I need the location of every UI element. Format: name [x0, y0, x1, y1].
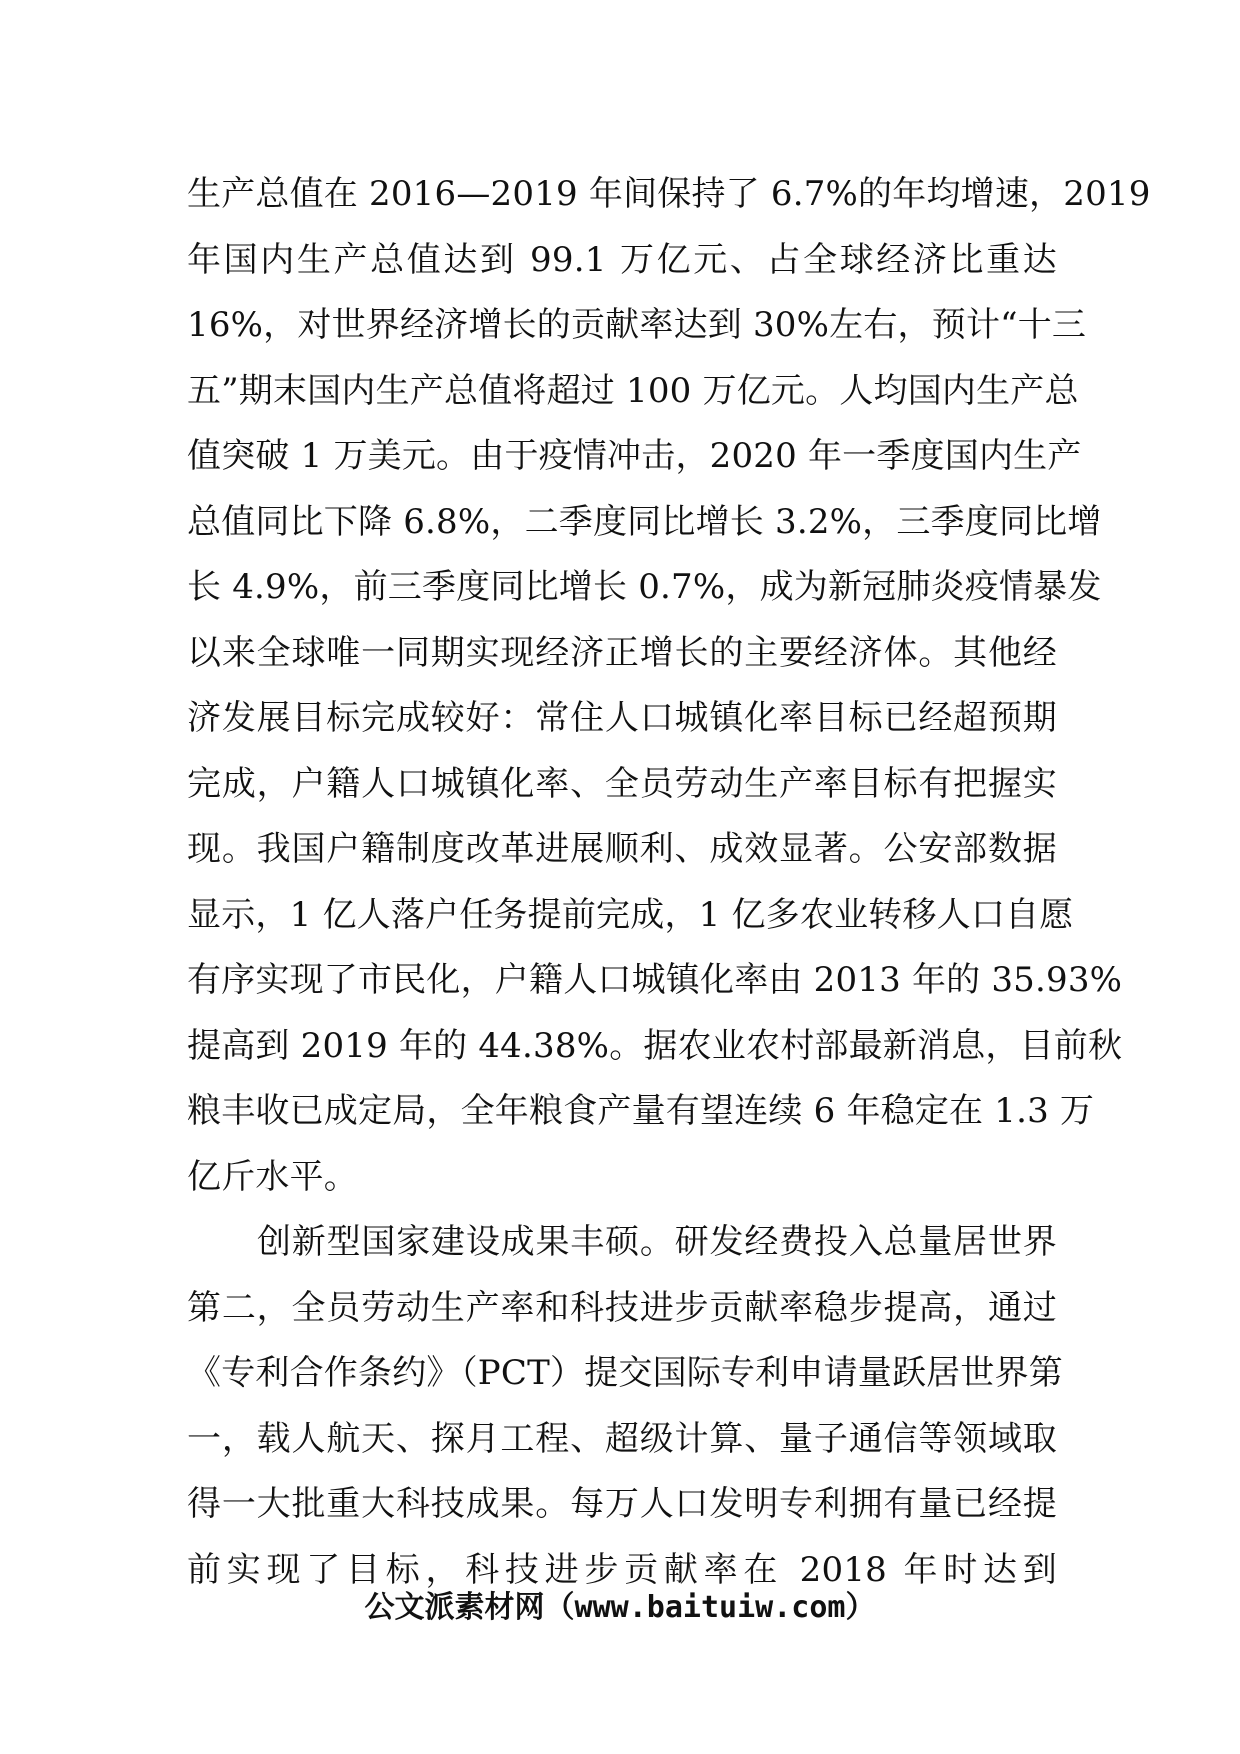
text-line: 济发展目标完成较好：常住人口城镇化率目标已经超预期: [187, 698, 1057, 738]
text-line: 以来全球唯一同期实现经济正增长的主要经济体。其他经: [187, 632, 1057, 673]
text-line: 一，载人航天、探月工程、超级计算、量子通信等领域取: [187, 1418, 1057, 1459]
footer-watermark: 公文派素材网（www.baituiw.com）: [364, 1590, 876, 1625]
text-line: 《专利合作条约》（PCT）提交国际专利申请量跃居世界第: [187, 1353, 1063, 1393]
document-body: [187, 162, 1151, 1603]
text-line: 亿斤水平。: [187, 1156, 358, 1197]
text-line: 显示，1 亿人落户任务提前完成，1 亿多农业转移人口自愿: [187, 894, 1074, 935]
text-line: 有序实现了市民化，户籍人口城镇化率由 2013 年的 35.93%: [187, 960, 1123, 1000]
text-line: 第二，全员劳动生产率和科技进步贡献率稳步提高，通过: [187, 1287, 1057, 1328]
text-line: 年国内生产总值达到 99.1 万亿元、占全球经济比重达: [187, 239, 1057, 280]
text-line: 前实现了目标，科技进步贡献率在 2018 年时达到: [187, 1549, 1057, 1590]
text-line: 生产总值在 2016—2019 年间保持了 6.7%的年均增速，2019: [187, 174, 1151, 214]
text-line: 16%，对世界经济增长的贡献率达到 30%左右，预计“十三: [187, 305, 1087, 345]
text-line: 提高到 2019 年的 44.38%。据农业农村部最新消息，目前秋: [187, 1025, 1123, 1066]
text-line: 五”期末国内生产总值将超过 100 万亿元。人均国内生产总: [187, 370, 1079, 411]
text-line: 粮丰收已成定局，全年粮食产量有望连续 6 年稳定在 1.3 万: [187, 1091, 1095, 1131]
text-line: 完成，户籍人口城镇化率、全员劳动生产率目标有把握实: [187, 763, 1057, 804]
text-line: 长 4.9%，前三季度同比增长 0.7%，成为新冠肺炎疫情暴发: [187, 567, 1102, 607]
text-line: 总值同比下降 6.8%，二季度同比增长 3.2%，三季度同比增: [187, 501, 1102, 542]
text-line: 现。我国户籍制度改革进展顺利、成效显著。公安部数据: [187, 829, 1057, 869]
text-line: 创新型国家建设成果丰硕。研发经费投入总量居世界: [257, 1222, 1057, 1262]
text-line: 得一大批重大科技成果。每万人口发明专利拥有量已经提: [187, 1484, 1057, 1524]
text-line: 值突破 1 万美元。由于疫情冲击，2020 年一季度国内生产: [187, 436, 1082, 476]
